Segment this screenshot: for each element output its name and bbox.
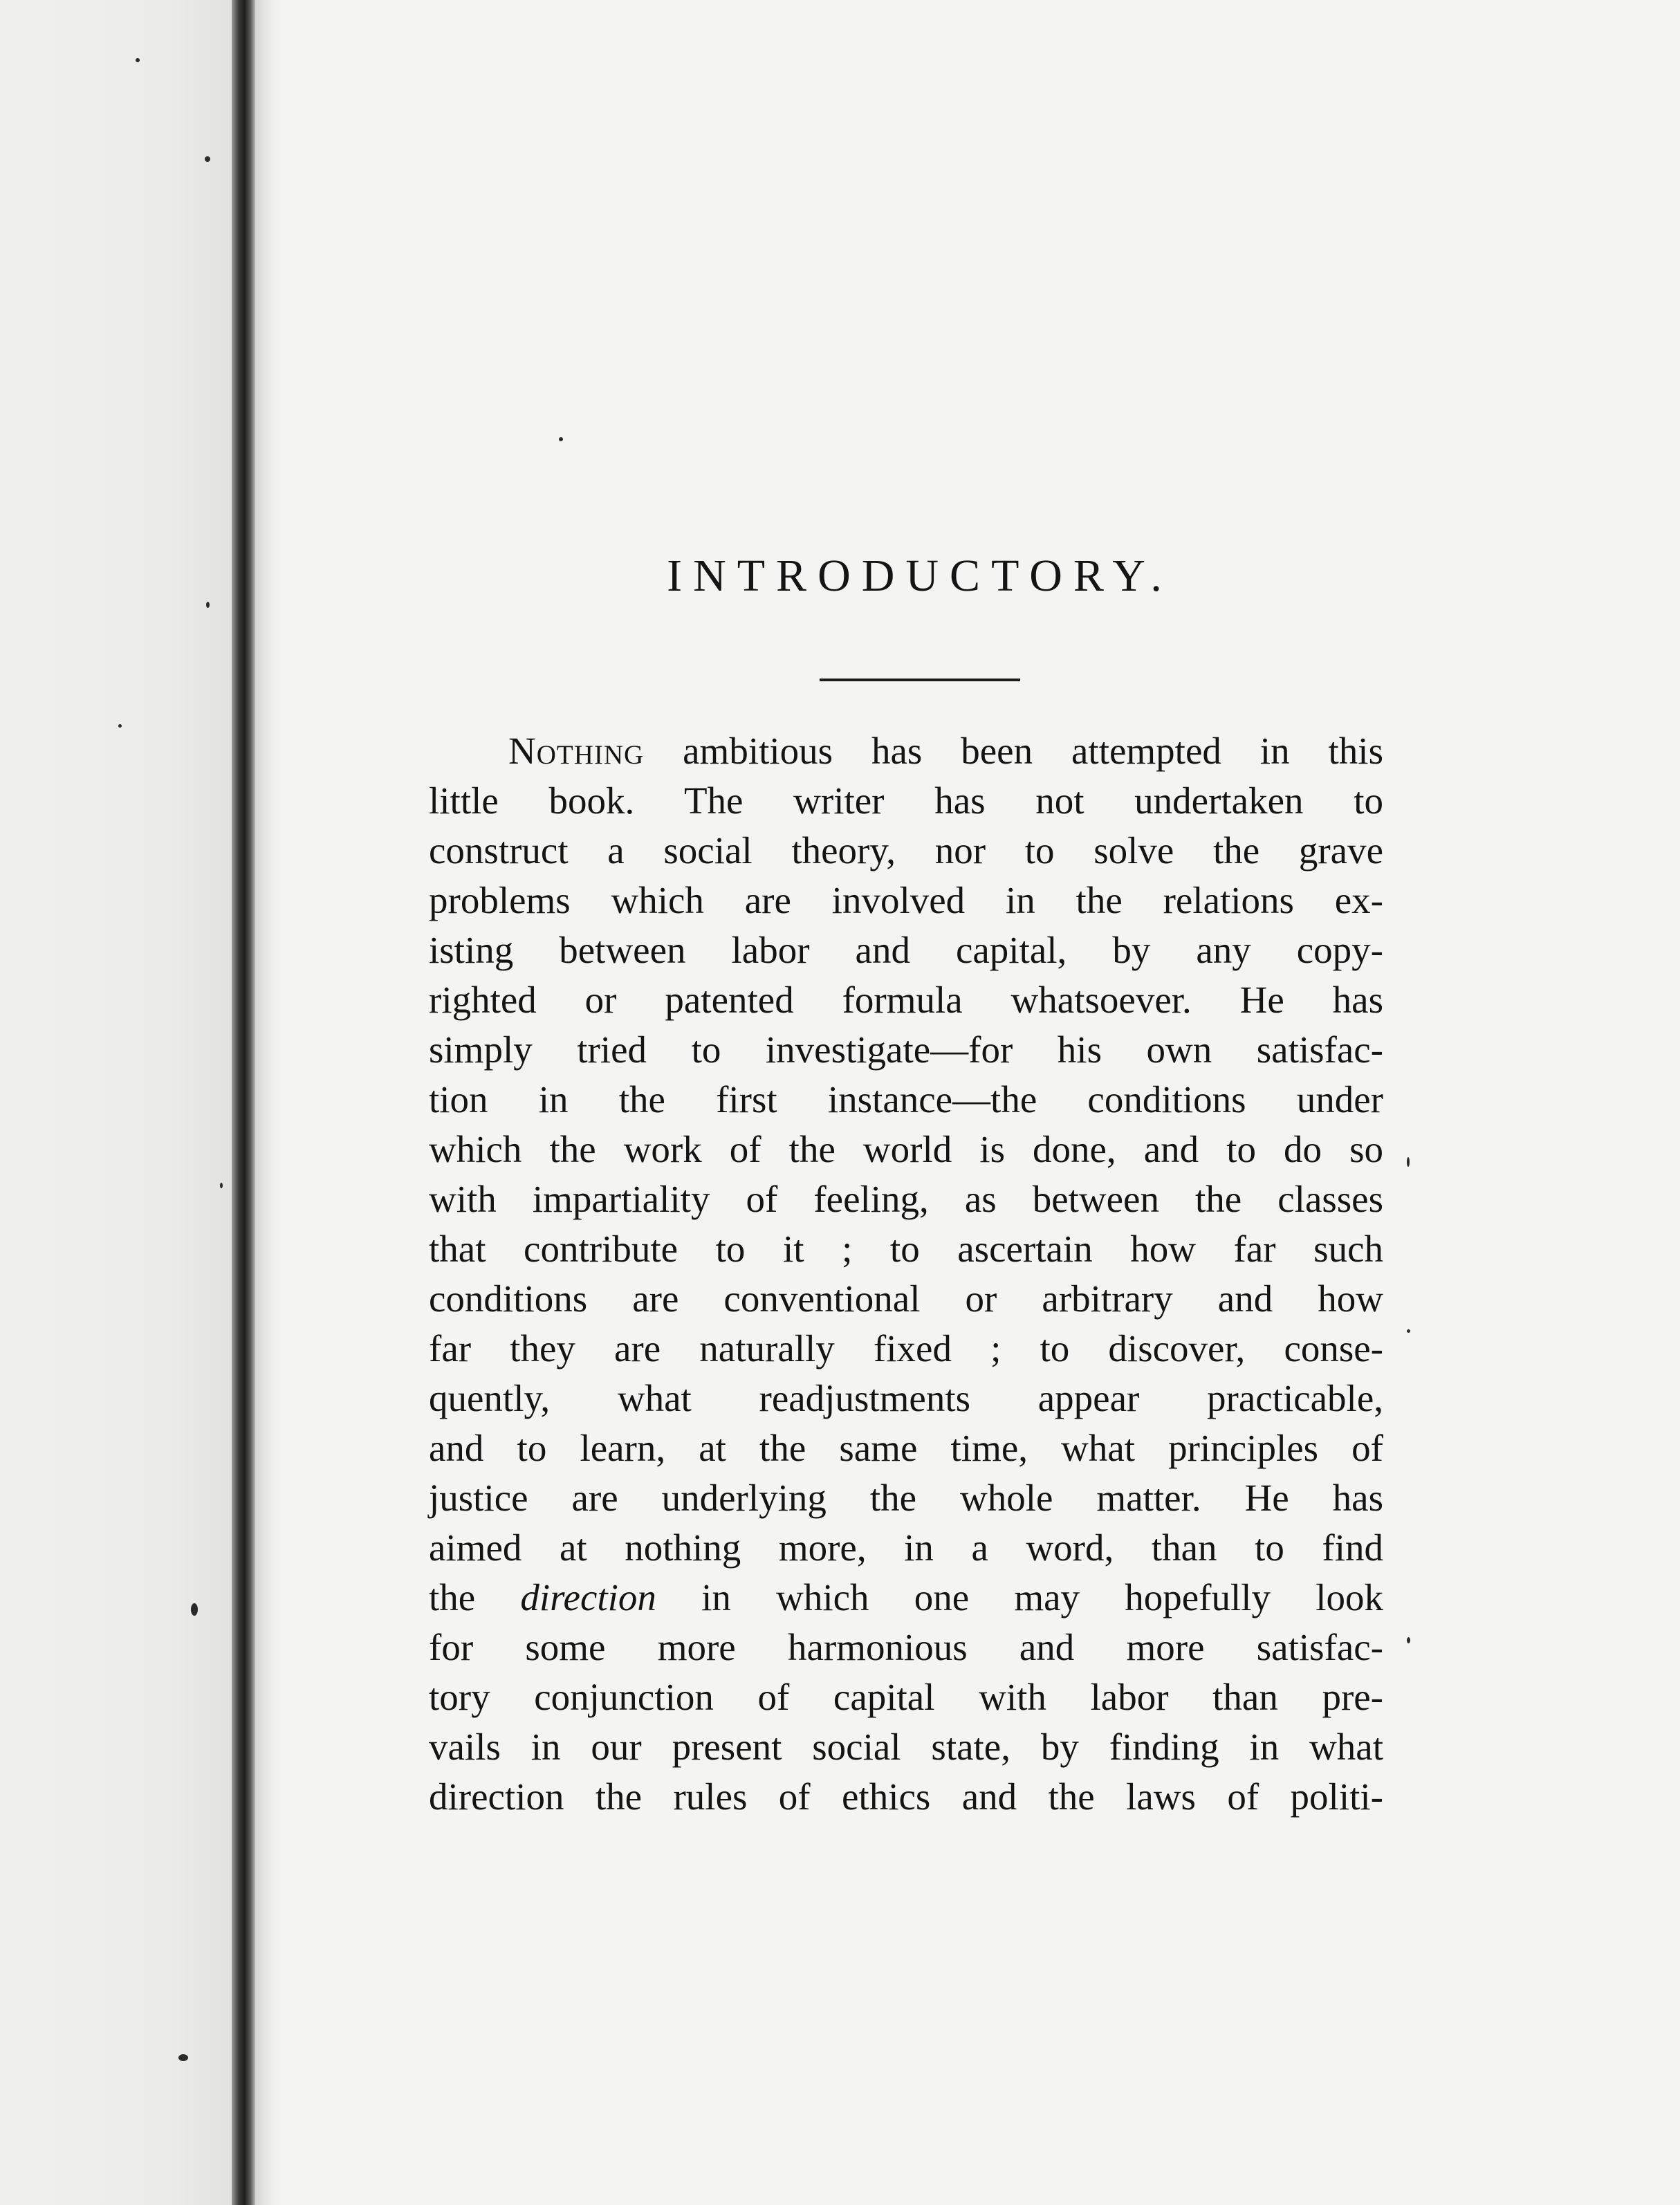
text-line: that contribute to it ; to ascertain how far such xyxy=(429,1228,1383,1270)
text-line: direction the rules of ethics and the laws of politi- xyxy=(429,1775,1383,1818)
gutter-shadow xyxy=(255,0,283,2205)
page-content xyxy=(429,553,1383,1822)
text-line: conditions are conventional or arbitrary and how xyxy=(429,1277,1383,1320)
text-line-start: the xyxy=(429,1576,476,1618)
text-line: tion in the first instance—the conditions under xyxy=(429,1078,1383,1120)
scan-speck xyxy=(1407,1329,1410,1333)
text-line xyxy=(429,726,1383,776)
text-line-end: in which one may hopefully look xyxy=(701,1576,1383,1618)
text-line: with impartiality of feeling, as between the classes xyxy=(429,1178,1383,1220)
introductory-paragraph xyxy=(429,726,1383,1822)
heading-rule xyxy=(820,679,1020,681)
scan-speck xyxy=(178,2054,188,2061)
scan-speck xyxy=(136,58,140,62)
text-line: problems which are involved in the relations ex- xyxy=(429,879,1383,921)
text-line: construct a social theory, nor to solve the grave xyxy=(429,829,1383,871)
text-line: which the work of the world is done, and to do so xyxy=(429,1128,1383,1170)
drop-word: Nothing xyxy=(508,730,645,772)
text-line: tory conjunction of capital with labor than pre- xyxy=(429,1676,1383,1718)
scan-speck xyxy=(191,1603,198,1616)
text-line: vails in our present social state, by finding in what xyxy=(429,1726,1383,1768)
text-line: isting between labor and capital, by any copy- xyxy=(429,929,1383,971)
scan-speck xyxy=(206,602,210,608)
text-line: far they are naturally fixed ; to discover, conse- xyxy=(429,1327,1383,1369)
chapter-heading: INTRODUCTORY. xyxy=(667,551,1173,601)
text-line: justice are underlying the whole matter. He has xyxy=(429,1477,1383,1519)
text-line: aimed at nothing more, in a word, than to find xyxy=(429,1526,1383,1569)
book-binding-gutter xyxy=(232,0,255,2205)
scan-speck xyxy=(559,437,563,441)
facing-page-margin xyxy=(0,0,232,2205)
text-line: for some more harmonious and more satisfac- xyxy=(429,1626,1383,1668)
scan-speck xyxy=(1407,1157,1410,1167)
text-line-content: ambitious has been attempted in this xyxy=(683,730,1383,772)
scan-speck xyxy=(220,1183,223,1188)
text-line: righted or patented formula whatsoever. He has xyxy=(429,979,1383,1021)
text-line: little book. The writer has not undertaken to xyxy=(429,779,1383,822)
scan-speck xyxy=(118,724,122,728)
text-line: simply tried to investigate—for his own satisfac- xyxy=(429,1028,1383,1071)
scan-speck xyxy=(1407,1637,1410,1643)
scan-speck xyxy=(205,156,210,162)
italic-emphasis: direction xyxy=(520,1576,656,1618)
text-line: and to learn, at the same time, what principles of xyxy=(429,1427,1383,1469)
text-line xyxy=(429,1573,1383,1623)
text-line: quently, what readjustments appear practicable, xyxy=(429,1377,1383,1419)
